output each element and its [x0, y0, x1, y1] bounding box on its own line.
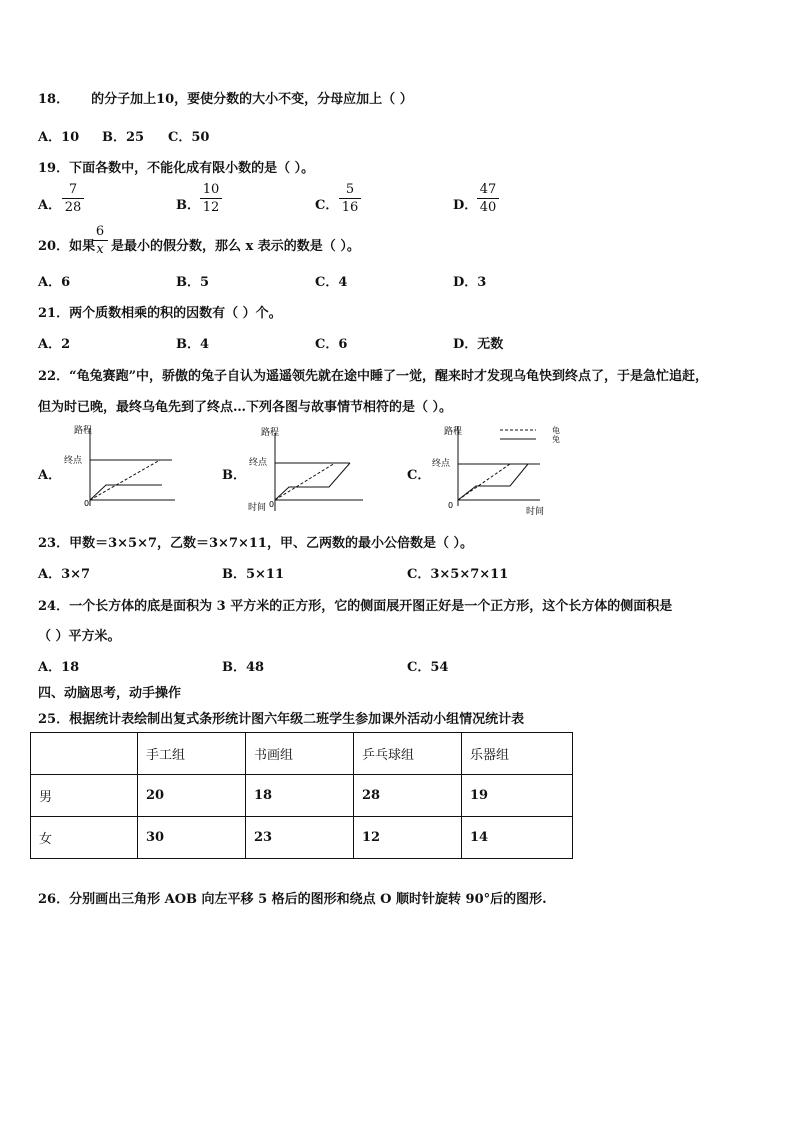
option-c[interactable]: C． — [315, 198, 339, 213]
graph-finish-label: 终点 — [64, 456, 83, 466]
option-b[interactable]: B． — [222, 468, 246, 483]
option-d[interactable]: D． — [453, 198, 478, 213]
denominator: 16 — [341, 200, 359, 215]
graph-origin: 0 — [448, 501, 454, 510]
option-b[interactable]: B．5 — [176, 275, 210, 290]
question-18-text: 的分子加上10，要使分数的大小不变，分母应加上（ ） — [91, 92, 413, 107]
option-d[interactable]: D．无数 — [453, 337, 504, 352]
question-20-post: 是最小的假分数，那么 x 表示的数是（ ）。 — [111, 239, 360, 254]
option-b-fraction — [200, 182, 222, 215]
graph-xlabel: 时间 — [526, 507, 545, 517]
graph-finish-label: 终点 — [432, 459, 451, 469]
table-header-row — [31, 733, 573, 775]
numerator: 7 — [68, 182, 78, 197]
table-cell: 12 — [354, 817, 462, 859]
option-b[interactable]: B．48 — [222, 660, 265, 675]
option-d[interactable]: D．3 — [453, 275, 487, 290]
question-22-line1: 22．“龟兔赛跑”中，骄傲的兔子自认为遥遥领先就在途中睡了一觉，醒来时才发现乌龟快到终点了，于是急忙追赶， — [38, 369, 709, 384]
svg-text:时间: 时间 — [248, 503, 267, 513]
numerator: 6 — [95, 224, 105, 239]
question-21-text: 21．两个质数相乘的积的因数有（ ）个。 — [38, 306, 282, 321]
option-d-fraction — [477, 182, 499, 215]
legend-tortoise: 龟 — [552, 426, 560, 435]
option-c[interactable]: C．54 — [407, 660, 449, 675]
option-c[interactable]: C．6 — [315, 337, 348, 352]
numerator: 10 — [202, 182, 220, 197]
option-c[interactable]: C．3×5×7×11 — [407, 567, 509, 582]
option-a[interactable]: A．10 — [38, 130, 80, 145]
table-header-cell: 书画组 — [246, 733, 354, 775]
option-c[interactable]: C．4 — [315, 275, 348, 290]
option-c[interactable]: C． — [407, 468, 431, 483]
option-b[interactable]: B．4 — [176, 337, 210, 352]
question-19-text: 19．下面各数中，不能化成有限小数的是（ ）。 — [38, 161, 315, 176]
table-cell: 男 — [31, 775, 138, 817]
table-cell: 23 — [246, 817, 354, 859]
table-cell: 18 — [246, 775, 354, 817]
question-26-text: 26．分别画出三角形 AOB 向左平移 5 格后的图形和绕点 O 顺时针旋转 90°后的图形. — [38, 892, 547, 907]
graph-origin: 0 — [269, 500, 275, 509]
option-a-graph — [60, 420, 180, 510]
question-22-line2: 但为时已晚，最终乌龟先到了终点…下列各图与故事情节相符的是（ ）。 — [38, 400, 453, 415]
table-cell: 14 — [462, 817, 573, 859]
question-24-line2: （ ）平方米。 — [38, 629, 121, 644]
question-23-text: 23．甲数＝3×5×7，乙数＝3×7×11，甲、乙两数的最小公倍数是（ ）。 — [38, 536, 474, 551]
option-a[interactable]: A．2 — [38, 337, 71, 352]
table-cell: 女 — [31, 817, 138, 859]
table-header-cell — [31, 733, 138, 775]
question-20-fraction — [92, 224, 108, 257]
option-a[interactable]: A． — [38, 468, 62, 483]
option-b[interactable]: B．5×11 — [222, 567, 285, 582]
graph-finish-label: 终点 — [249, 458, 268, 468]
table-cell: 28 — [354, 775, 462, 817]
option-c[interactable]: C．50 — [168, 130, 210, 145]
table-cell: 19 — [462, 775, 573, 817]
graph-origin: 0 — [84, 499, 90, 508]
table-header-cell: 乒乓球组 — [354, 733, 462, 775]
question-24-line1: 24．一个长方体的底是面积为 3 平方米的正方形，它的侧面展开图正好是一个正方形，这个长方体的侧面积是 — [38, 599, 673, 614]
option-c-graph — [428, 420, 578, 520]
option-b[interactable]: B．25 — [102, 130, 145, 145]
legend-rabbit: 兔 — [552, 435, 560, 444]
question-18 — [38, 88, 413, 107]
table-cell: 20 — [138, 775, 246, 817]
question-25-text: 25．根据统计表绘制出复式条形统计图六年级二班学生参加课外活动小组情况统计表 — [38, 712, 525, 727]
section-heading: 四、动脑思考，动手操作 — [38, 686, 182, 701]
denominator: 28 — [64, 200, 82, 215]
table-row — [31, 775, 573, 817]
numerator: 47 — [479, 182, 497, 197]
option-a[interactable]: A．18 — [38, 660, 80, 675]
denominator: x — [96, 242, 104, 257]
option-b[interactable]: B． — [176, 198, 200, 213]
option-c-fraction — [339, 182, 361, 215]
denominator: 12 — [202, 200, 220, 215]
option-a[interactable]: A．6 — [38, 275, 71, 290]
graph-ylabel: 路程 — [261, 428, 280, 438]
option-b-xlabel — [248, 500, 298, 514]
graph-ylabel: 路程 — [444, 427, 463, 437]
graph-ylabel: 路程 — [74, 426, 93, 436]
statistics-table — [30, 732, 573, 859]
question-20-pre: 20．如果 — [38, 239, 96, 254]
option-a[interactable]: A． — [38, 198, 62, 213]
question-18-number: 18． — [38, 92, 70, 107]
table-cell: 30 — [138, 817, 246, 859]
table-header-cell: 手工组 — [138, 733, 246, 775]
table-header-cell: 乐器组 — [462, 733, 573, 775]
denominator: 40 — [479, 200, 497, 215]
option-a[interactable]: A．3×7 — [38, 567, 91, 582]
table-row — [31, 817, 573, 859]
numerator: 5 — [345, 182, 355, 197]
option-a-fraction — [62, 182, 84, 215]
